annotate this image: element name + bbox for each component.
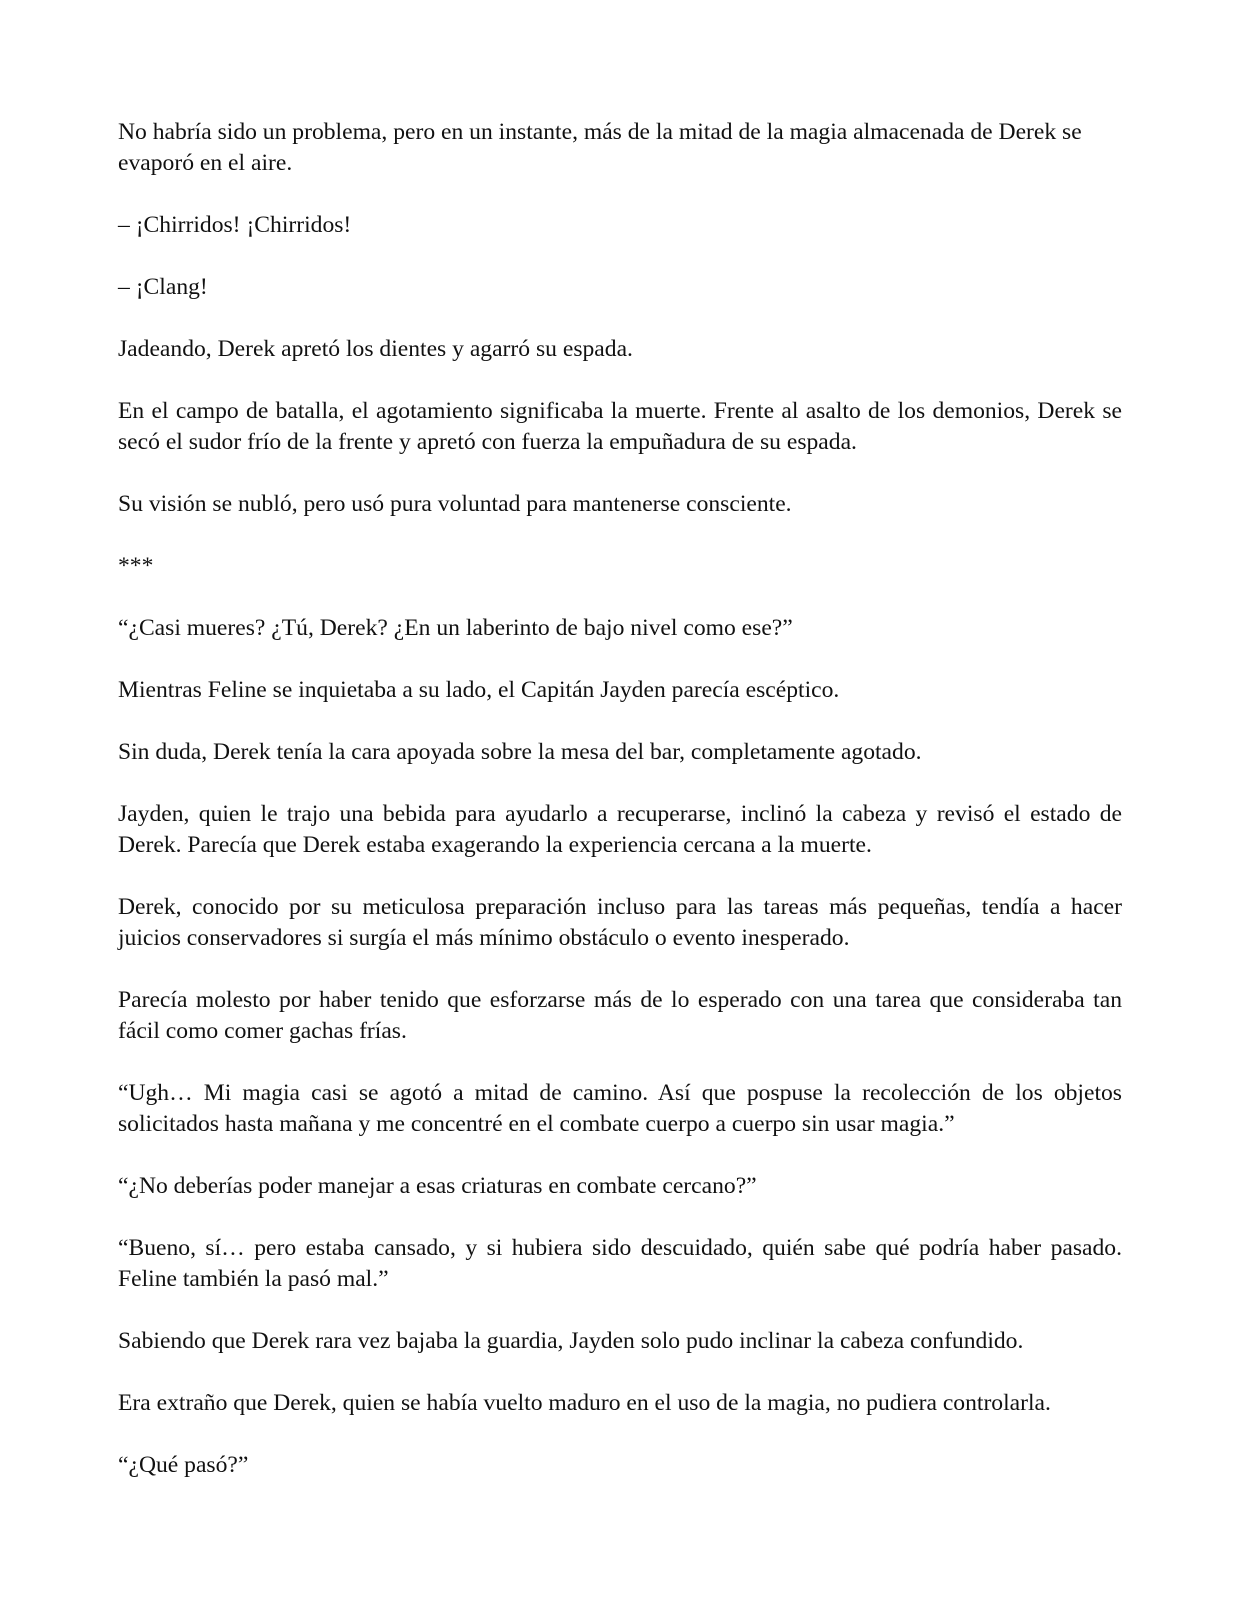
paragraph: Sin duda, Derek tenía la cara apoyada sobre la mesa del bar, completamente agotado. xyxy=(118,739,922,765)
paragraph: “¿Qué pasó?” xyxy=(118,1452,249,1478)
paragraph: “Ugh… Mi magia casi se agotó a mitad de camino. Así que pospuse la recolección de los objetos solicitados hasta mañana y me concentré en el combate cuerpo a cuerpo sin usar magia.” xyxy=(118,1080,1122,1137)
paragraph: Jadeando, Derek apretó los dientes y agarró su espada. xyxy=(118,336,633,362)
paragraph: Jayden, quien le trajo una bebida para ayudarlo a recuperarse, inclinó la cabeza y revisó el estado de Derek. Parecía que Derek estaba exagerando la experiencia cercana a la muerte. xyxy=(118,801,1122,858)
paragraph: Sabiendo que Derek rara vez bajaba la guardia, Jayden solo pudo inclinar la cabeza confundido. xyxy=(118,1328,1024,1354)
scene-break: *** xyxy=(118,553,154,579)
paragraph: “¿Casi mueres? ¿Tú, Derek? ¿En un laberinto de bajo nivel como ese?” xyxy=(118,615,793,641)
paragraph: Era extraño que Derek, quien se había vuelto maduro en el uso de la magia, no pudiera controlarla. xyxy=(118,1390,1051,1416)
paragraph: – ¡Clang! xyxy=(118,274,208,300)
paragraph: “Bueno, sí… pero estaba cansado, y si hubiera sido descuidado, quién sabe qué podría haber pasado. Feline también la pasó mal.” xyxy=(118,1235,1122,1292)
document-page xyxy=(118,117,1122,1512)
paragraph: Su visión se nubló, pero usó pura voluntad para mantenerse consciente. xyxy=(118,491,792,517)
paragraph: Parecía molesto por haber tenido que esforzarse más de lo esperado con una tarea que consideraba tan fácil como comer gachas frías. xyxy=(118,987,1122,1044)
paragraph: No habría sido un problema, pero en un instante, más de la mitad de la magia almacenada de Derek se evaporó en el aire. xyxy=(118,119,1082,176)
paragraph: Derek, conocido por su meticulosa preparación incluso para las tareas más pequeñas, tendía a hacer juicios conservadores si surgía el más mínimo obstáculo o evento inesperado. xyxy=(118,894,1122,951)
paragraph: – ¡Chirridos! ¡Chirridos! xyxy=(118,212,352,238)
paragraph: Mientras Feline se inquietaba a su lado, el Capitán Jayden parecía escéptico. xyxy=(118,677,840,703)
paragraph: En el campo de batalla, el agotamiento significaba la muerte. Frente al asalto de los demonios, Derek se secó el sudor frío de la frente y apretó con fuerza la empuñadura de su espada. xyxy=(118,398,1122,455)
paragraph: “¿No deberías poder manejar a esas criaturas en combate cercano?” xyxy=(118,1173,757,1199)
